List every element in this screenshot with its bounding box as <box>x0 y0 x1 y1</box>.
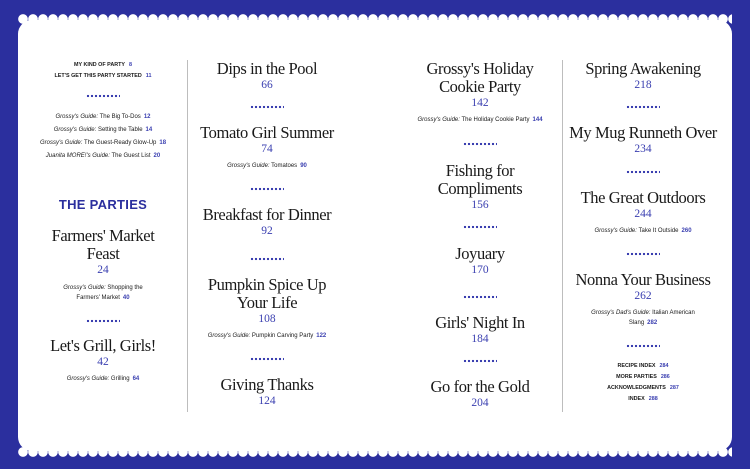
toc-entry[interactable]: Tomato Girl Summer 74 Grossy's Guide: Tomatoes 90 <box>200 123 334 169</box>
dot-divider <box>463 142 497 146</box>
dot-divider <box>626 170 660 174</box>
toc-entry[interactable]: Spring Awakening 218 <box>585 59 701 91</box>
guide-entry[interactable]: Juanita MORE!'s Guide: The Guest List 20 <box>45 153 161 159</box>
toc-entry[interactable]: Dips in the Pool 66 <box>216 59 318 91</box>
toc-entry[interactable]: Breakfast for Dinner 92 <box>202 205 332 237</box>
dot-divider <box>626 344 660 348</box>
toc-entry[interactable]: Fishing for Compliments 156 <box>437 161 523 211</box>
toc-entry[interactable]: Grossy's Holiday Cookie Party 142 Grossy's Guide: The Holiday Cookie Party 144 <box>417 59 543 123</box>
back-item[interactable]: INDEX 288 <box>628 396 658 402</box>
dot-divider <box>250 187 284 191</box>
toc-entry[interactable]: Let's Grill, Girls! 42 Grossy's Guide: Grilling 64 <box>50 336 156 382</box>
front-item[interactable]: LET'S GET THIS PARTY STARTED 11 <box>54 73 152 79</box>
section-heading: THE PARTIES <box>58 197 148 212</box>
dot-divider <box>86 319 120 323</box>
back-item[interactable]: RECIPE INDEX 284 <box>617 363 669 369</box>
toc-entry[interactable]: Farmers' Market Feast 24 Grossy's Guide: Shopping the Farmers' Market 40 <box>51 226 155 301</box>
column-divider <box>562 60 563 412</box>
scalloped-edge-bottom <box>18 447 732 457</box>
guide-entry[interactable]: Grossy's Guide: Setting the Table 14 <box>53 127 153 133</box>
back-item[interactable]: ACKNOWLEDGMENTS 287 <box>607 385 679 391</box>
dot-divider <box>86 94 120 98</box>
guide-entry[interactable]: Grossy's Guide: The Guest-Ready Glow-Up 18 <box>39 140 167 146</box>
toc-entry[interactable]: Pumpkin Spice Up Your Life 108 Grossy's Guide: Pumpkin Carving Party 122 <box>207 275 327 339</box>
toc-entry[interactable]: Go for the Gold 204 <box>430 377 530 409</box>
dot-divider <box>463 225 497 229</box>
dot-divider <box>626 252 660 256</box>
toc-entry[interactable]: Girls' Night In 184 <box>435 313 525 345</box>
toc-entry[interactable]: Giving Thanks 124 <box>220 375 314 407</box>
front-item[interactable]: MY KIND OF PARTY 8 <box>73 62 132 68</box>
dot-divider <box>250 357 284 361</box>
back-item[interactable]: MORE PARTIES 286 <box>616 374 670 380</box>
dot-divider <box>463 295 497 299</box>
toc-entry[interactable]: My Mug Runneth Over 234 <box>569 123 717 155</box>
toc-page <box>18 20 732 451</box>
dot-divider <box>463 359 497 363</box>
toc-entry[interactable]: Nonna Your Business 262 Grossy's Dad's Guide: Italian American Slang 282 <box>575 270 711 326</box>
scalloped-edge-top <box>18 14 732 24</box>
guide-entry[interactable]: Grossy's Guide: The Big To-Dos 12 <box>55 114 151 120</box>
dot-divider <box>250 257 284 261</box>
dot-divider <box>626 105 660 109</box>
dot-divider <box>250 105 284 109</box>
toc-entry[interactable]: Joyuary 170 <box>455 244 505 276</box>
toc-entry[interactable]: The Great Outdoors 244 Grossy's Guide: Take It Outside 260 <box>580 188 706 234</box>
